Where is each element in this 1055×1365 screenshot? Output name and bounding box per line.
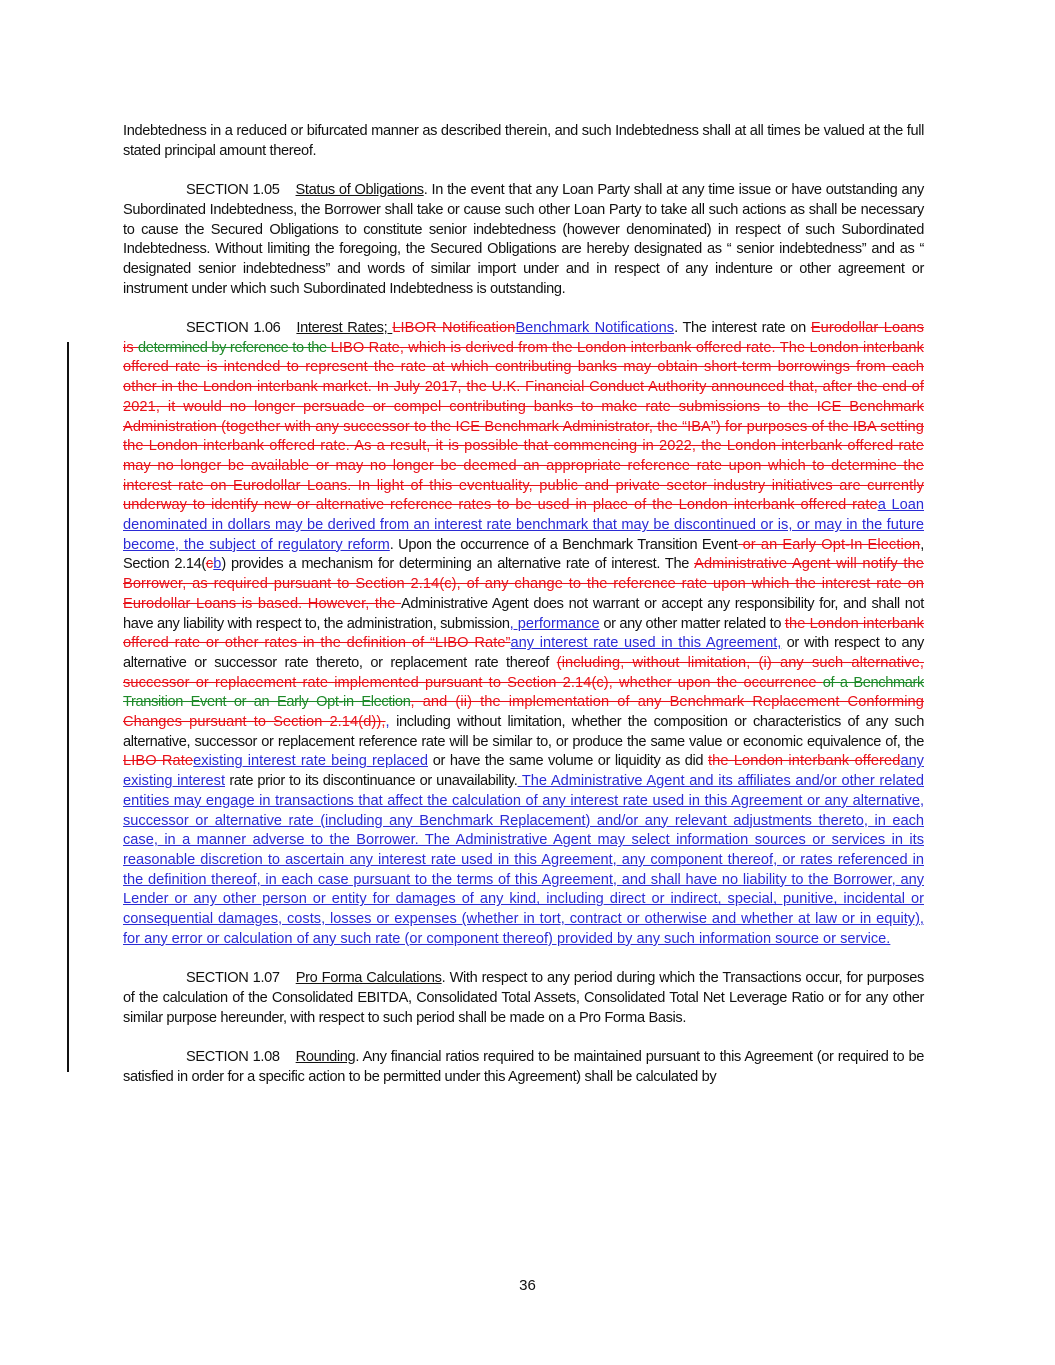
body-text: . Upon the occurrence of a Benchmark Transition Event [389, 536, 738, 553]
moved-text: determined by reference to the [138, 339, 331, 356]
body-text: rate prior to its discontinuance or unavailability. [225, 773, 518, 790]
body-text: ) provides a mechanism for determining an alternative rate of interest. The [221, 556, 695, 573]
deleted-text: ”) for purposes of the IBA setting the London interbank offered rate. As a result, it is possible that commencing in 2022, the London interbank offered rate may no longer be available or may no longer be deemed an appropriate reference rate upon which to determine the interest rate on Eurodollar Loans. In light of this eventuality, public and private sector industry initiatives are currently underway to identify new or alternative reference rates to be used in place of the London interbank offered rate [123, 418, 924, 514]
section-number: SECTION 1.05 [186, 182, 280, 199]
section-title: Pro Forma Calculations [295, 970, 442, 987]
section-1-07 [123, 969, 924, 1028]
inserted-text: Benchmark Notifications [515, 320, 675, 336]
deleted-text: (including, without limitation, (i) any such alternative, successor or replacement rate implemented pursuant to Section 2.14(c), whether upon the occurrence [123, 654, 924, 691]
body-text: Administrative Agent does not warrant or accept any responsibility for, and shall not have any liability with respect to, the administration, submission [123, 595, 924, 632]
deleted-text: LIBOR Notification [392, 320, 516, 336]
deleted-text: LIBO Rate [123, 753, 194, 770]
body-text: including without limitation, whether the composition or characteristics of any such alternative, successor or replacement reference rate will be similar to, or produce the same value or economic equivalence of, the [123, 714, 924, 750]
body-text: . The interest rate on [674, 320, 811, 336]
intro-paragraph: Indebtedness in a reduced or bifurcated manner as described therein, and such Indebtedness shall at all times be valued at the full stated principal amount thereof. [123, 123, 924, 159]
inserted-text: any interest rate used in this Agreement, [510, 635, 782, 652]
section-body: . Any financial ratios required to be maintained pursuant to this Agreement (or required to be satisfied in order for a specific action to be permitted under this Agreement) shall be calculated by [123, 1048, 924, 1085]
deleted-defined-term: IBA [687, 418, 711, 435]
section-number: SECTION 1.07 [186, 970, 280, 987]
section-1-05 [123, 181, 924, 299]
section-1-06 [123, 319, 924, 950]
inserted-text: existing interest rate being replaced [193, 753, 428, 770]
deleted-text: the London interbank offered [707, 753, 901, 770]
inserted-text: a Loan denominated in dollars may be derived from an interest rate benchmark that may be discontinued or is, or may in the future become, the subject of regulatory reform [123, 497, 924, 553]
section-title: Rounding [295, 1048, 356, 1065]
page-number: 36 [519, 1277, 536, 1294]
section-number: SECTION 1.08 [186, 1048, 280, 1065]
deleted-text: , and (ii) the implementation of any Benchmark Replacement Conforming Changes pursuant to Section 2.14(d)), [123, 694, 924, 731]
body-text: or with respect to any alternative or successor rate thereto, or replacement rate thereof [123, 635, 924, 671]
body-text: or have the same volume or liquidity as did [427, 753, 708, 770]
document-page [123, 122, 924, 1107]
inserted-text: any existing interest [123, 753, 924, 790]
deleted-text: the London interbank offered rate or other rates in the definition of “LIBO Rate” [123, 615, 924, 652]
deleted-text: or an Early Opt-In Election [737, 536, 921, 553]
section-body: . In the event that any Loan Party shall at any time issue or have outstanding any Subordinated Indebtedness, the Borrower shall take or cause such other Loan Party to take all such actions as shall be necessary to cause the Secured Obligations to constitute senior indebtedness (however denominated) in respect of such Subordinated Indebtedness. Without limiting the foregoing, the Secured Obligations are hereby designated as “ senior indebtedness” and as “ designated senior indebtedness” and words of similar import under and in respect of any indenture or other agreement or instrument under which such Subordinated Indebtedness is outstanding. [123, 182, 924, 297]
section-title: Status of Obligations [295, 182, 424, 199]
section-number: SECTION 1.06 [186, 320, 281, 336]
revision-change-bar [67, 342, 69, 1072]
moved-text: of a Benchmark Transition Event or an Early Opt-in Election [123, 674, 924, 711]
inserted-text: , [385, 714, 390, 731]
deleted-text: Administrative Agent will notify the Borrower, as required pursuant to Section 2.14(c), of any change to the reference rate upon which the interest rate on Eurodollar Loans is based. However, the [123, 556, 924, 612]
section-title: Interest Rates; [296, 320, 393, 336]
section-1-08 [123, 1048, 924, 1087]
deleted-text: LIBO Rate, which is derived from the London interbank offered rate. The London interbank offered rate is intended to represent the rate at which contributing banks may obtain short-term borrowings from each other in the London interbank market. In July 2017, the U.K. Financial Conduct Authority announced that, after the end of 2021, it would no longer persuade or compel contributing banks to make rate submissions to the ICE Benchmark Administration (together with any successor to the ICE Benchmark Administrator, the “ [123, 339, 924, 435]
inserted-text: b [213, 556, 222, 573]
deleted-text: Eurodollar Loans is [123, 320, 925, 356]
body-text: , Section 2.14( [123, 536, 924, 573]
inserted-text: The Administrative Agent and its affiliates and/or other related entities may engage in transactions that affect the calculation of any interest rate used in this Agreement or any alternative, successor or alternative rate (including any Benchmark Replacement) and/or any relevant adjustments thereto, in each case, in a manner adverse to the Borrower. The Administrative Agent may select information sources or services in its reasonable discretion to ascertain any interest rate used in this Agreement, any component thereof, or rates referenced in the definition thereof, in each case pursuant to the terms of this Agreement, and shall have no liability to the Borrower, any Lender or any other person or entity for damages of any kind, including direct or indirect, special, punitive, incidental or consequential damages, costs, losses or expenses (whether in tort, contract or otherwise and whether at law or in equity), for any error or calculation of any such rate (or component thereof) provided by any such information source or service. [123, 773, 925, 947]
body-text: or any other matter related to [599, 615, 785, 632]
inserted-text: , performance [509, 615, 600, 632]
section-body: . With respect to any period during which the Transactions occur, for purposes of the calculation of the Consolidated EBITDA, Consolidated Total Assets, Consolidated Total Net Leverage Ratio or for any other similar purpose hereunder, with respect to such period shall be made on a Pro Forma Basis. [123, 970, 924, 1026]
deleted-text: c [205, 556, 214, 573]
